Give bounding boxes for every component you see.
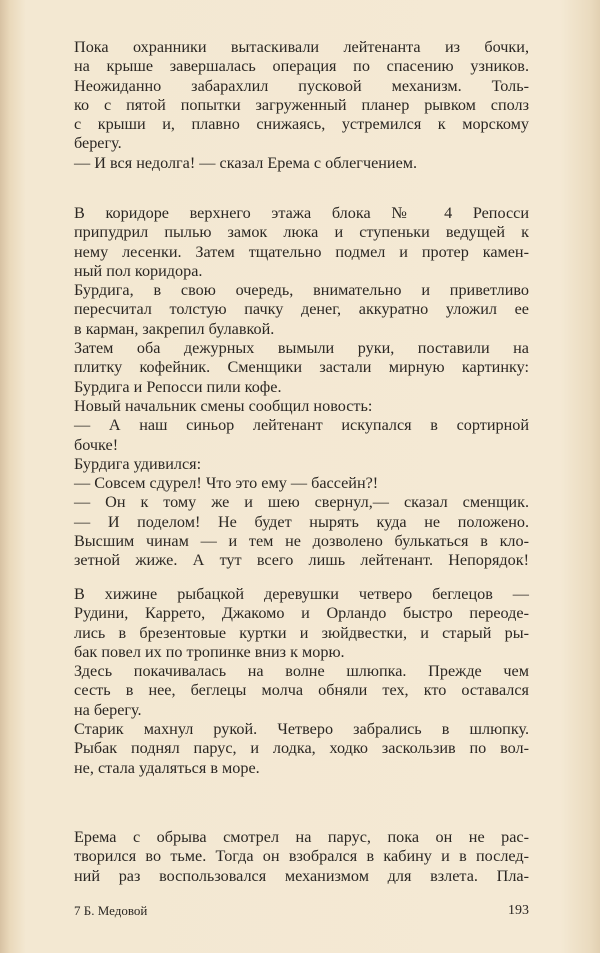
text-line: Рыбак поднял парус, и лодка, ходко заскользив по вол- bbox=[74, 739, 529, 758]
text-line: припудрил пылью замок люка и ступеньки ведущей к bbox=[74, 223, 529, 242]
text-line: с крыши и, плавно снижаясь, устремился к морскому bbox=[74, 115, 529, 134]
text-line: Ерема с обрыва смотрел на парус, пока он не рас- bbox=[74, 828, 529, 846]
text-line: — И вся недолга! — сказал Ерема с облегчением. bbox=[74, 153, 418, 172]
text-line: Высшим чинам — и тем не дозволено булькаться в кло- bbox=[74, 532, 529, 551]
text-line: Старик махнул рукой. Четверо забрались в шлюпку. bbox=[74, 720, 529, 739]
text-line: плитку кофейник. Сменщики застали мирную картинку: bbox=[74, 358, 529, 377]
text-line: в карман, закрепил булавкой. bbox=[74, 319, 275, 338]
page-number: 193 bbox=[508, 903, 529, 918]
page-footer bbox=[74, 903, 529, 919]
text-line: зетной жиже. А тут всего лишь лейтенант. Непорядок! bbox=[74, 551, 529, 570]
printer-signature: 7 Б. Медовой bbox=[74, 903, 148, 918]
text-line: бочке! bbox=[74, 435, 119, 454]
text-line: Бурдига и Репосси пили кофе. bbox=[74, 377, 282, 396]
text-line: бак повел их по тропинке вниз к морю. bbox=[74, 642, 345, 661]
text-line: творился во тьме. Тогда он взобрался в кабину и в послед- bbox=[74, 847, 529, 866]
text-line: Здесь покачивалась на волне шлюпка. Прежде чем bbox=[74, 662, 529, 681]
text-line: Рудини, Каррето, Джакомо и Орландо быстро переоде- bbox=[74, 604, 529, 623]
text-line: сесть в нее, беглецы молча обняли тех, кто оставался bbox=[74, 681, 529, 700]
paragraph-block bbox=[74, 828, 529, 886]
text-line: — Совсем сдурел! Что это ему — бассейн?! bbox=[74, 474, 379, 493]
text-line: Неожиданно забарахлил пусковой механизм. Толь- bbox=[74, 76, 529, 95]
text-line: берегу. bbox=[74, 134, 122, 153]
text-line: — А наш синьор лейтенант искупался в сортирной bbox=[74, 416, 529, 435]
text-line: В хижине рыбацкой деревушки четверо беглецов — bbox=[74, 585, 529, 603]
text-line: на берегу. bbox=[74, 700, 142, 719]
text-line: ний раз воспользовался механизмом для взлета. Пла- bbox=[74, 866, 529, 885]
text-line: Затем оба дежурных вымыли руки, поставили на bbox=[74, 339, 529, 358]
text-line: на крыше завершалась операция по спасению узников. bbox=[74, 57, 529, 76]
text-line: Бурдига удивился: bbox=[74, 454, 202, 473]
text-line: ко с пятой попытки загруженный планер рывком сполз bbox=[74, 95, 529, 114]
text-line: не, стала удаляться в море. bbox=[74, 758, 260, 777]
text-line: лись в брезентовые куртки и зюйдвестки, и старый ры- bbox=[74, 623, 529, 642]
text-line: пересчитал толстую пачку денег, аккуратно уложил ее bbox=[74, 300, 529, 319]
text-line: В коридоре верхнего этажа блока № 4 Репосси bbox=[74, 204, 529, 222]
text-line: Бурдига, в свою очередь, внимательно и приветливо bbox=[74, 281, 529, 300]
paragraph-block bbox=[74, 204, 529, 571]
text-line: — И поделом! Не будет нырять куда не положено. bbox=[74, 512, 529, 531]
text-line: — Он к тому же и шею свернул,— сказал сменщик. bbox=[74, 493, 529, 512]
text-line: нему лесенки. Затем тщательно подмел и протер камен- bbox=[74, 242, 529, 261]
text-line: ный пол коридора. bbox=[74, 261, 203, 280]
paragraph-block bbox=[74, 585, 529, 778]
text-line: Новый начальник смены сообщил новость: bbox=[74, 396, 373, 415]
paragraph-block bbox=[74, 38, 529, 173]
text-line: Пока охранники вытаскивали лейтенанта из бочки, bbox=[74, 38, 529, 56]
